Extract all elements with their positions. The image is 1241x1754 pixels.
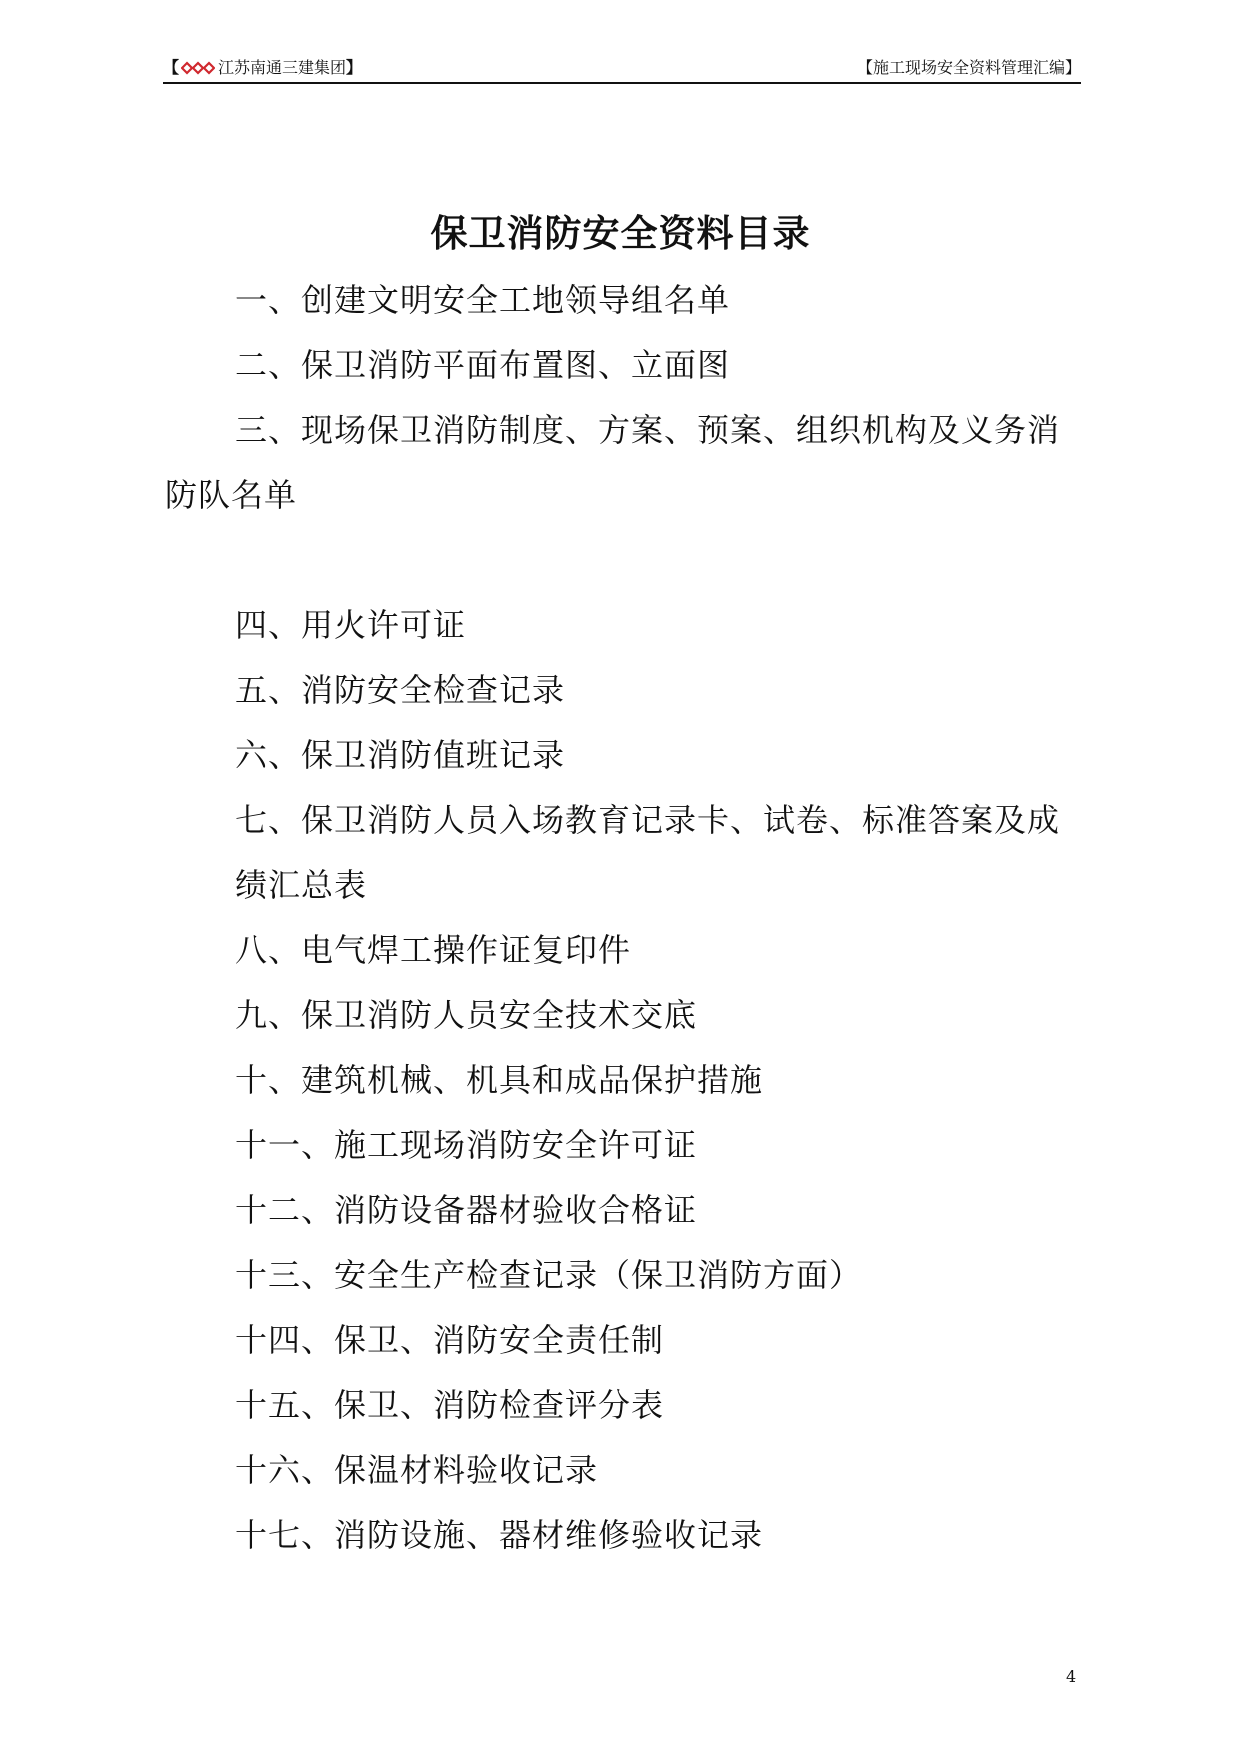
toc-item-17 xyxy=(165,1511,1081,1576)
toc-item-text: 十一、施工现场消防安全许可证 xyxy=(235,1126,698,1164)
toc-item-text: 五、消防安全检查记录 xyxy=(235,671,566,709)
toc-item-13 xyxy=(165,1251,1081,1316)
toc-item-2 xyxy=(165,341,1081,406)
page-header xyxy=(163,56,1081,80)
page-number: 4 xyxy=(1066,1667,1077,1686)
header-company-name: 江苏南通三建集团 xyxy=(218,58,347,77)
toc-item-text: 十、建筑机械、机具和成品保护措施 xyxy=(235,1061,764,1099)
toc-item-text: 四、用火许可证 xyxy=(235,606,467,644)
toc-item-16 xyxy=(165,1446,1081,1511)
toc-item-12 xyxy=(165,1186,1081,1251)
toc-item-text: 十七、消防设施、器材维修验收记录 xyxy=(235,1516,764,1554)
header-document-title: 【施工现场安全资料管理汇编】 xyxy=(856,58,1081,77)
toc-item-text: 二、保卫消防平面布置图、立面图 xyxy=(235,346,731,384)
toc-item-10 xyxy=(165,1056,1081,1121)
toc-item-3 xyxy=(165,406,1081,601)
table-of-contents xyxy=(165,276,1081,1576)
toc-item-6 xyxy=(165,731,1081,796)
toc-item-text: 十六、保温材料验收记录 xyxy=(235,1451,599,1489)
header-company xyxy=(163,56,362,80)
toc-item-8 xyxy=(165,926,1081,991)
toc-item-text-continued: 绩汇总表 xyxy=(235,866,368,904)
toc-item-text: 九、保卫消防人员安全技术交底 xyxy=(235,996,698,1034)
toc-item-11 xyxy=(165,1121,1081,1186)
toc-item-14 xyxy=(165,1316,1081,1381)
toc-item-15 xyxy=(165,1381,1081,1446)
page-title: 保卫消防安全资料目录 xyxy=(430,211,811,255)
header-divider xyxy=(163,82,1081,84)
toc-item-text: 十五、保卫、消防检查评分表 xyxy=(235,1386,665,1424)
toc-item-5 xyxy=(165,666,1081,731)
toc-item-text: 七、保卫消防人员入场教育记录卡、试卷、标准答案及成 xyxy=(235,801,1061,839)
toc-item-text: 十四、保卫、消防安全责任制 xyxy=(235,1321,665,1359)
toc-item-text: 八、电气焊工操作证复印件 xyxy=(235,931,632,969)
toc-item-4 xyxy=(165,601,1081,666)
toc-item-text: 十三、安全生产检查记录（保卫消防方面） xyxy=(235,1256,863,1294)
toc-item-text: 一、创建文明安全工地领导组名单 xyxy=(235,281,731,319)
toc-item-1 xyxy=(165,276,1081,341)
toc-item-text: 十二、消防设备器材验收合格证 xyxy=(235,1191,698,1229)
toc-item-text: 六、保卫消防值班记录 xyxy=(235,736,566,774)
toc-item-7 xyxy=(165,796,1081,926)
header-left-open-bracket: 【 xyxy=(163,58,180,77)
company-logo-icon xyxy=(181,61,215,75)
toc-item-text: 三、现场保卫消防制度、方案、预案、组织机构及义务消 xyxy=(235,411,1061,449)
header-left-close-bracket: 】 xyxy=(346,58,363,77)
toc-item-9 xyxy=(165,991,1081,1056)
toc-item-text-continued: 防队名单 xyxy=(165,476,298,514)
